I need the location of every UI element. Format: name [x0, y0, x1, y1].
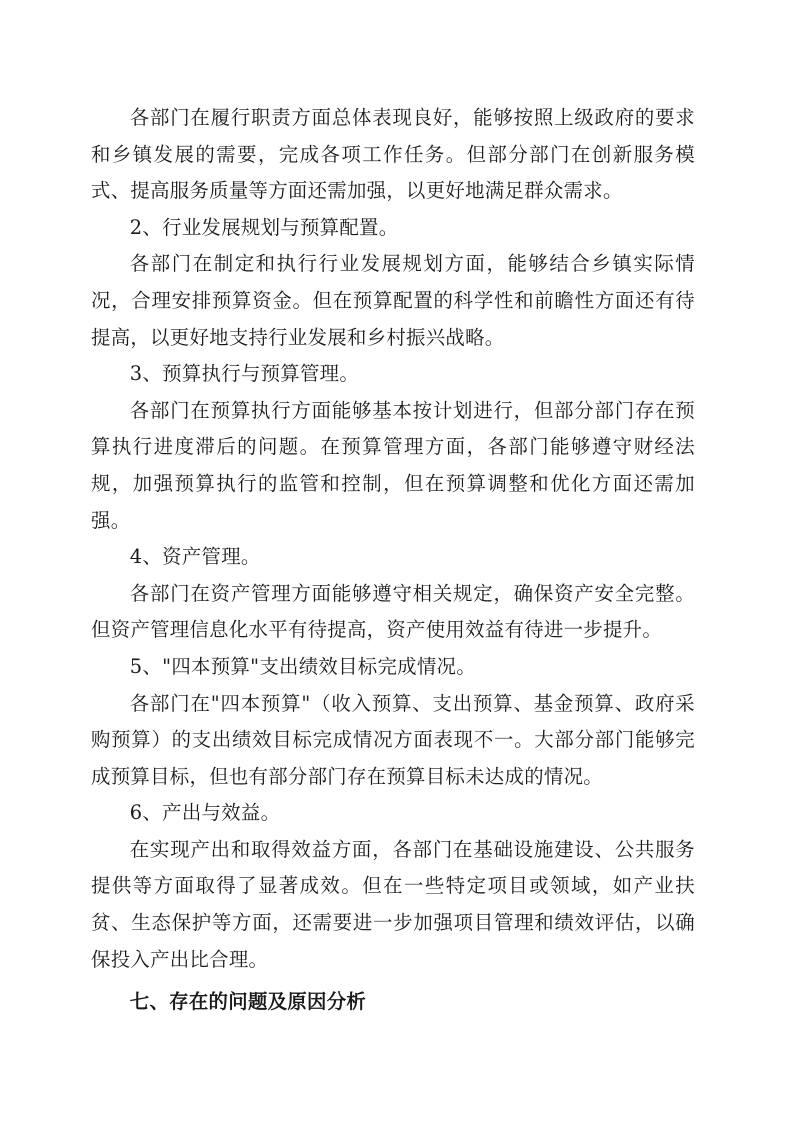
subheading-budget-execution: 3、预算执行与预算管理。	[129, 362, 360, 386]
subheading-industry-planning: 2、行业发展规划与预算配置。	[129, 215, 399, 239]
paragraph-output-benefit: 在实现产出和取得效益方面，各部门在基础设施建设、公共服务提供等方面取得了显著成效。但在一些特定项目或领域，如产业扶贫、生态保护等方面，还需要进一步加强项目管理和绩效评估，以确保投入产出比合理。	[91, 837, 695, 971]
paragraph-asset-management: 各部门在资产管理方面能够遵守相关规定，确保资产安全完整。但资产管理信息化水平有待提高，资产使用效益有待进一步提升。	[91, 581, 695, 642]
page-body	[91, 100, 695, 1021]
paragraph-four-budgets: 各部门在"四本预算"（收入预算、支出预算、基金预算、政府采购预算）的支出绩效目标完成情况方面表现不一。大部分部门能够完成预算目标，但也有部分部门存在预算目标未达成的情况。	[91, 691, 695, 788]
subheading-output-benefit: 6、产出与效益。	[129, 801, 281, 825]
paragraph-duty-performance: 各部门在履行职责方面总体表现良好，能够按照上级政府的要求和乡镇发展的需要，完成各项工作任务。但部分部门在创新服务模式、提高服务质量等方面还需加强，以更好地满足群众需求。	[91, 106, 695, 203]
subheading-four-budgets: 5、"四本预算"支出绩效目标完成情况。	[129, 654, 476, 678]
paragraph-budget-execution: 各部门在预算执行方面能够基本按计划进行，但部分部门存在预算执行进度滞后的问题。在预算管理方面，各部门能够遵守财经法规，加强预算执行的监管和控制，但在预算调整和优化方面还需加强。	[91, 398, 695, 532]
subheading-asset-management: 4、资产管理。	[129, 545, 261, 569]
section-heading-problems: 七、存在的问题及原因分析	[129, 990, 367, 1014]
paragraph-industry-planning: 各部门在制定和执行行业发展规划方面，能够结合乡镇实际情况，合理安排预算资金。但在预算配置的科学性和前瞻性方面还有待提高，以更好地支持行业发展和乡村振兴战略。	[91, 252, 695, 349]
